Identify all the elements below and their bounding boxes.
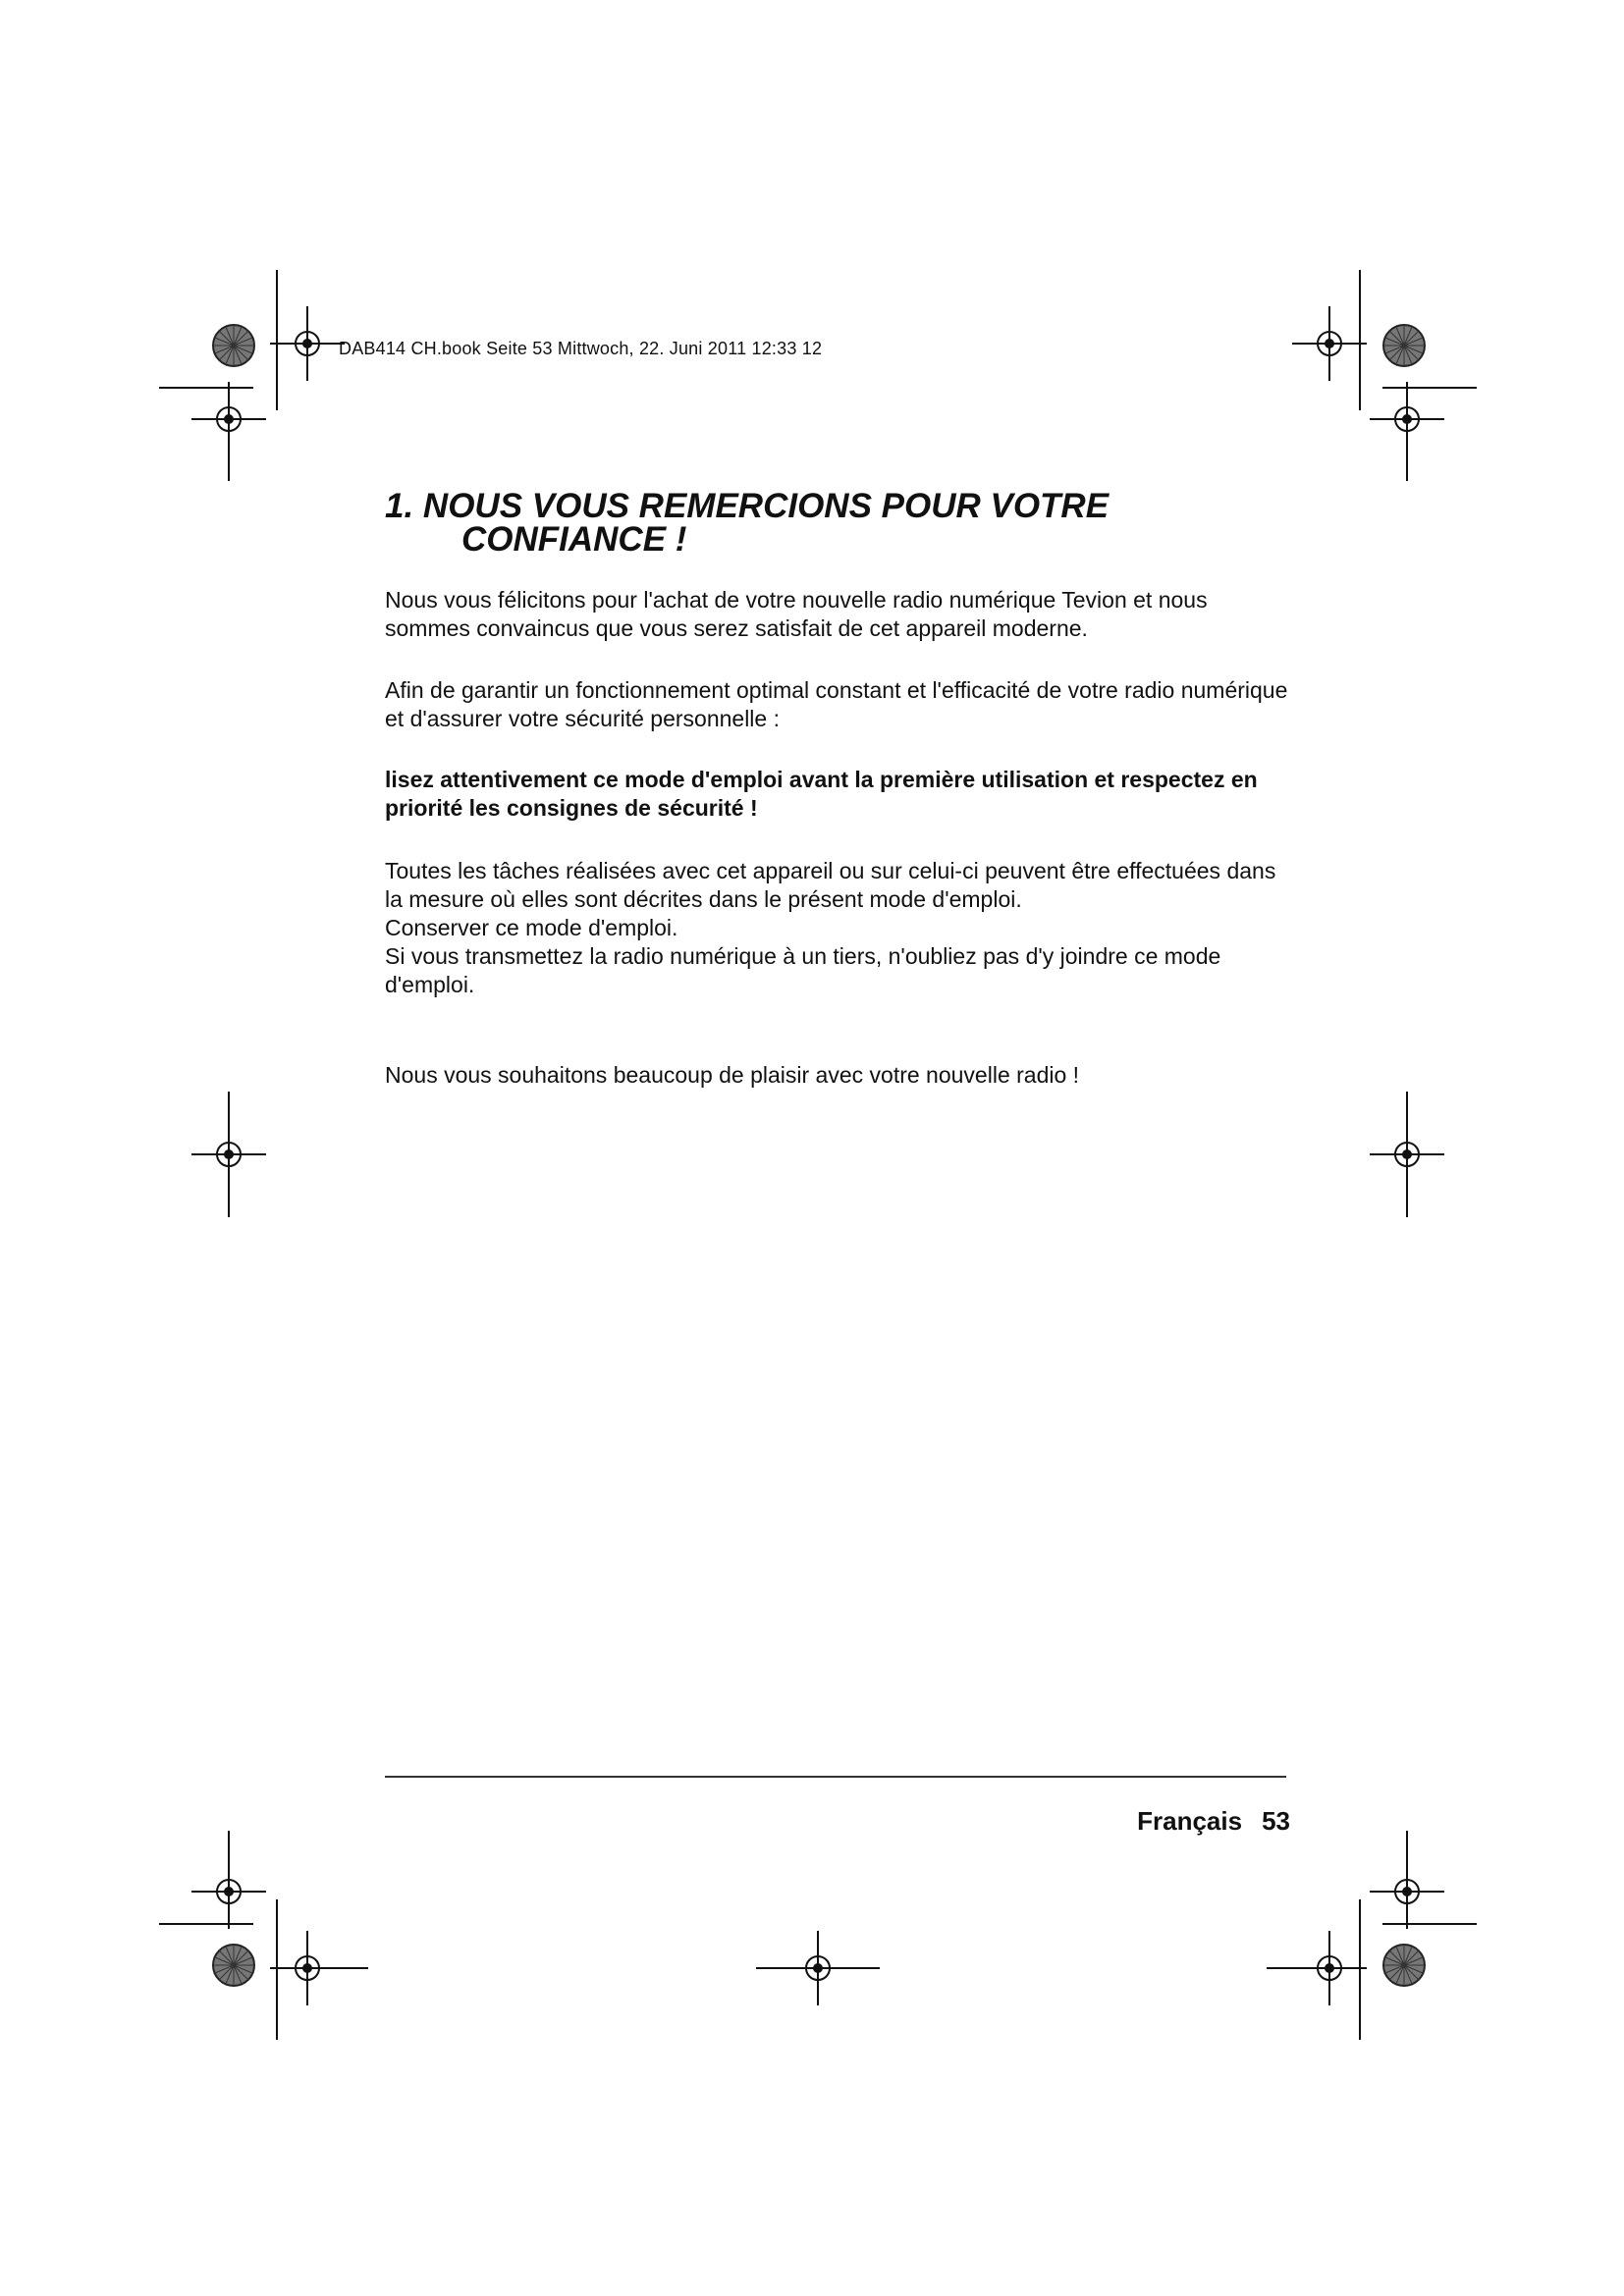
page-footer (1137, 1806, 1290, 1837)
print-slug: DAB414 CH.book Seite 53 Mittwoch, 22. Juni 2011 12:33 12 (339, 339, 823, 358)
footer-language: Français (1137, 1806, 1243, 1836)
paragraph-guarantee (385, 676, 1288, 733)
paragraph-enjoy: Nous vous souhaitons beaucoup de plaisir avec votre nouvelle radio ! (385, 1062, 1080, 1088)
paragraph-congratulations: Nous vous félicitons pour l'achat de votre nouvelle radio numérique Tevion et nous sommes convaincus que vous serez satisfait de cet appareil moderne. (385, 587, 1208, 641)
dial-mark-top-left (213, 325, 254, 366)
registration-mark (1292, 306, 1367, 381)
page-number: 53 (1262, 1806, 1290, 1836)
paragraph-keep-manual: Conserver ce mode d'emploi. (385, 915, 678, 940)
paragraph-closing (385, 1061, 1288, 1090)
footer-rule (385, 1776, 1286, 1778)
paragraph-transfer: Si vous transmettez la radio numérique à un tiers, n'oubliez pas d'y joindre ce mode d'emploi. (385, 943, 1221, 997)
dial-mark-top-right (1383, 325, 1425, 366)
section-title-line-1: 1. NOUS VOUS REMERCIONS POUR VOTRE (385, 487, 1110, 525)
paragraph-read-manual: lisez attentivement ce mode d'emploi avant la première utilisation et respectez en priorité les consignes de sécurité ! (385, 767, 1258, 821)
paragraph-intro (385, 586, 1288, 643)
dial-mark-bottom-left (213, 1945, 254, 1986)
section-title-line-2: CONFIANCE ! (461, 520, 687, 559)
paragraph-usage (385, 857, 1288, 999)
paragraph-tasks: Toutes les tâches réalisées avec cet appareil ou sur celui-ci peuvent être effectuées dans la mesure où elles sont décrites dans le présent mode d'emploi. (385, 858, 1276, 912)
registration-mark (270, 306, 345, 381)
dial-mark-bottom-right (1383, 1945, 1425, 1986)
paragraph-optimal-function: Afin de garantir un fonctionnement optimal constant et l'efficacité de votre radio numérique et d'assurer votre sécurité personnelle : (385, 677, 1288, 731)
paragraph-safety-warning (385, 766, 1288, 823)
